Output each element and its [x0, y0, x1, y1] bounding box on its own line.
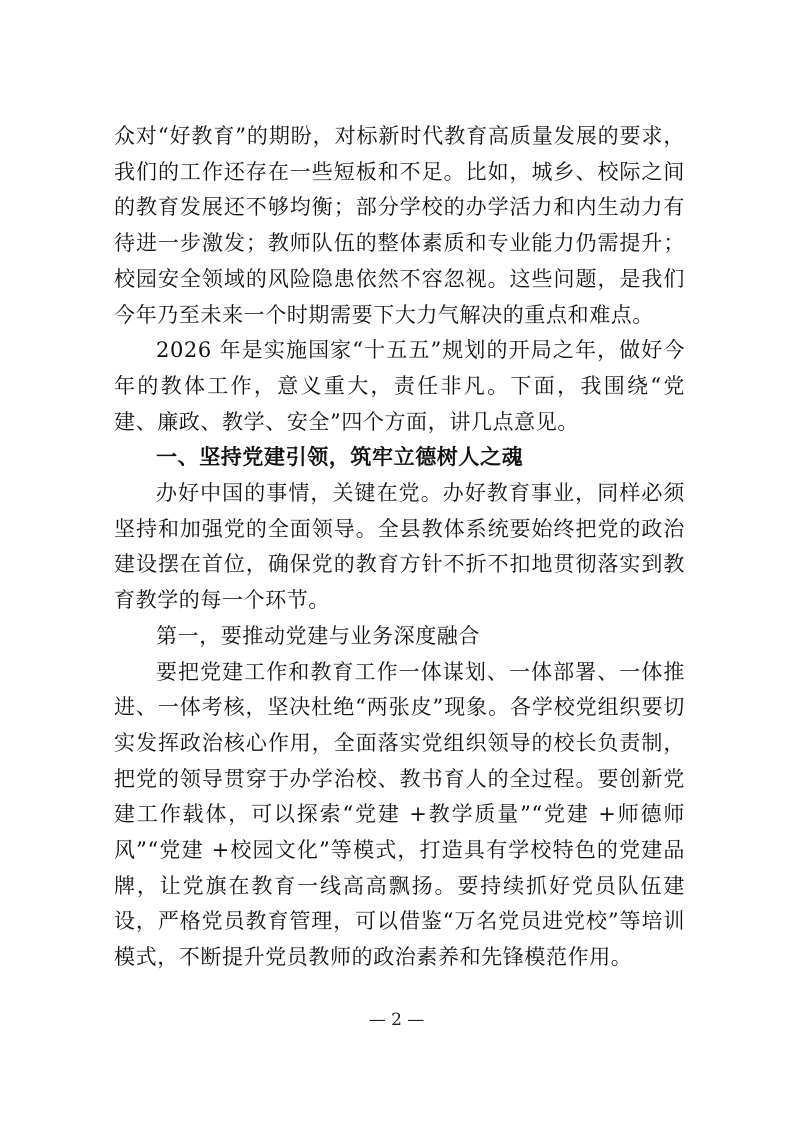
paragraph-continued: 众对“好教育”的期盼，对标新时代教育高质量发展的要求，我们的工作还存在一些短板和不足。比如，城乡、校际之间的教育发展还不够均衡；部分学校的办学活力和内生动力有待进一步激发；教师队伍的整体素质和专业能力仍需提升；校园安全领域的风险隐患依然不容忽视。这些问题，是我们今年乃至未来一个时期需要下大力气解决的重点和难点。 — [114, 124, 685, 327]
page-number: — 2 — — [368, 1010, 425, 1030]
paragraph-integration: 要把党建工作和教育工作一体谋划、一体部署、一体推进、一体考核，坚决杜绝“两张皮”现象。各学校党组织要切实发挥政治核心作用，全面落实党组织领导的校长负责制，把党的领导贯穿于办学治校、教书育人的全过程。要创新党建工作载体，可以探索“党建 +教学质量”“党建 +师德师风”“党建 +校园文化”等模式，打造具有学校特色的党建品牌，让党旗在教育一线高高飘扬。要持续抓好党员队伍建设，严格党员教育管理，可以借鉴“万名党员进党校”等培训模式，不断提升党员教师的政治素养和先锋模范作用。 — [114, 659, 685, 970]
document-body — [114, 119, 685, 976]
paragraph-party-leadership: 办好中国的事情，关键在党。办好教育事业，同样必须坚持和加强党的全面领导。全县教体系统要始终把党的政治建设摆在首位，确保党的教育方针不折不扣地贯彻落实到教育教学的每一个环节。 — [114, 481, 685, 613]
paragraph-2026-intro: 2026 年是实施国家“十五五”规划的开局之年，做好今年的教体工作，意义重大，责任非凡。下面，我围绕“党建、廉政、教学、安全”四个方面，讲几点意见。 — [114, 338, 685, 434]
section-heading-party-building: 一、坚持党建引领，筑牢立德树人之魂 — [156, 445, 524, 470]
subheading-first-point: 第一，要推动党建与业务深度融合 — [156, 623, 480, 648]
